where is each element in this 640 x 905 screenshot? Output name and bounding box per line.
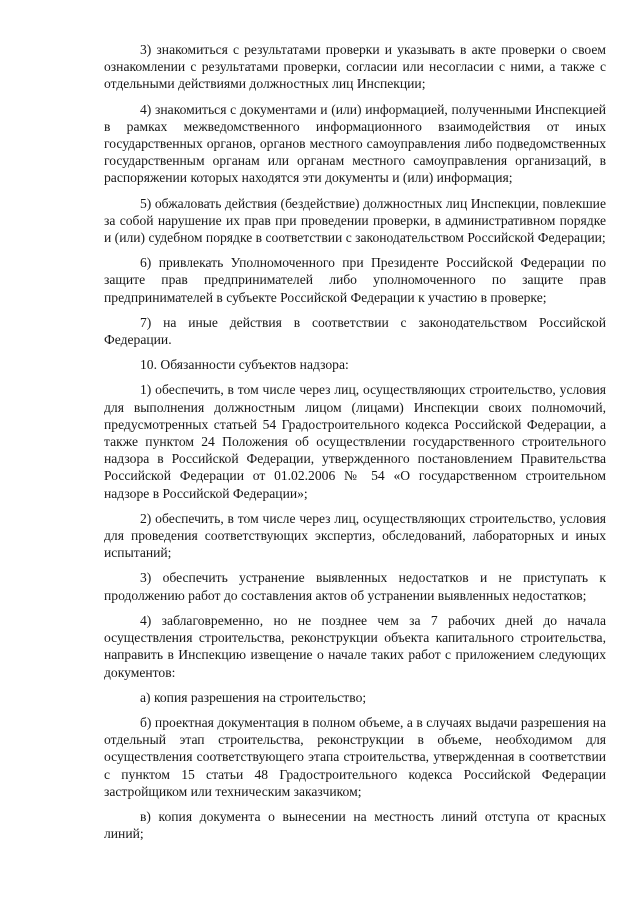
list-item-a-permit-copy: а) копия разрешения на строительство;	[140, 689, 367, 705]
section-heading-obligations: 10. Обязанности субъектов надзора:	[140, 357, 349, 373]
document-body	[104, 41, 606, 850]
paragraph-right-7-other-actions: 7) на иные действия в соответствии с законодательством Российской Федерации.	[104, 314, 606, 348]
list-item-v-red-lines-document: в) копия документа о вынесении на местность линий отступа от красных линий;	[104, 808, 606, 842]
list-item-b-project-documentation: б) проектная документация в полном объеме, а в случаях выдачи разрешения на отдельный этап строительства, реконструкции в объеме, необходимом для осуществления соответствующего этапа строительства, утвержденная в соответствии с пунктом 15 статьи 48 Градостроительного кодекса Российской Федерации застройщиком или техническим заказчиком;	[104, 714, 606, 799]
paragraph-duty-3-eliminate-defects: 3) обеспечить устранение выявленных недостатков и не приступать к продолжению работ до составления актов об устранении выявленных недостатков;	[104, 570, 606, 603]
paragraph-right-6-ombudsman: 6) привлекать Уполномоченного при Президенте Российской Федерации по защите прав предпринимателей либо уполномоченного по защите прав предпринимателей в субъекте Российской Федерации к участию в проверке;	[104, 255, 606, 305]
paragraph-right-4-familiarize-documents: 4) знакомиться с документами и (или) информацией, полученными Инспекцией в рамках межведомственного информационного взаимодействия от иных государственных органов, органов местного самоуправления либо подведомственных государственным органам или органам местного самоуправления организаций, в распоряжении которых находятся эти документы и (или) информация;	[104, 101, 606, 186]
paragraph-right-5-appeal: 5) обжаловать действия (бездействие) должностных лиц Инспекции, повлекшие за собой нарушение их прав при проведении проверки, в административном порядке и (или) судебном порядке в соответствии с законодательством Российской Федерации;	[104, 195, 606, 246]
paragraph-duty-1-conditions: 1) обеспечить, в том числе через лиц, осуществляющих строительство, условия для выполнения должностным лицом (лицами) Инспекции своих полномочий, предусмотренных статьей 54 Градостроительного кодекса Российской Федерации, а также пунктом 24 Положения об осуществлении государственного строительного надзора в Российской Федерации, утвержденного постановлением Правительства Российской Федерации от 01.02.2006 № 54 «О государственном строительном надзоре в Российской Федерации»;	[104, 382, 606, 501]
paragraph-right-3-familiarize-results: 3) знакомиться с результатами проверки и указывать в акте проверки о своем ознакомлении с результатами проверки, согласии или несогласии с ними, а также с отдельными действиями должностных лиц Инспекции;	[104, 42, 606, 92]
paragraph-duty-2-expertise: 2) обеспечить, в том числе через лиц, осуществляющих строительство, условия для проведения соответствующих экспертиз, обследований, лабораторных и иных испытаний;	[104, 510, 606, 561]
paragraph-duty-4-notice: 4) заблаговременно, но не позднее чем за 7 рабочих дней до начала осуществления строительства, реконструкции объекта капитального строительства, направить в Инспекцию извещение о начале таких работ с приложением следующих документов:	[104, 612, 606, 680]
